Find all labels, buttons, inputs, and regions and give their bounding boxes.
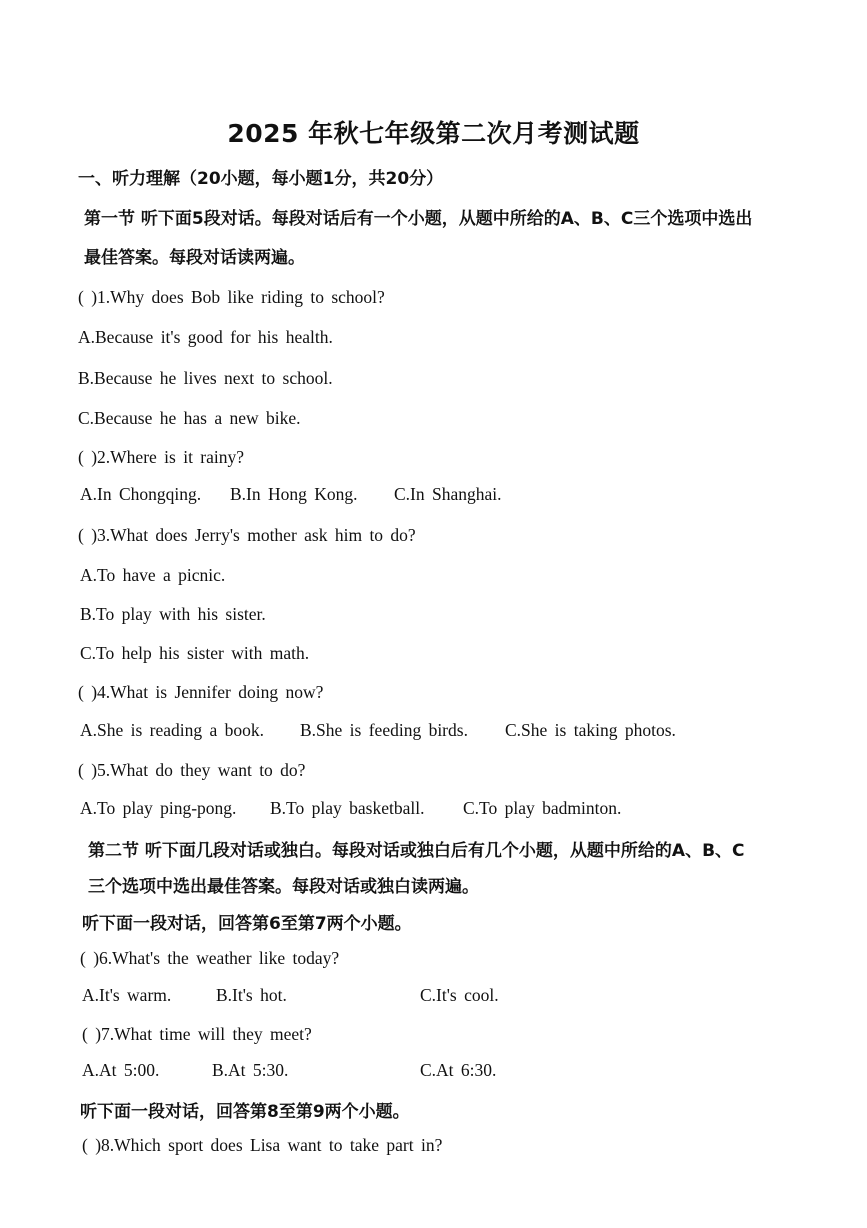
q2-option-a: A.In Chongqing. [80,484,202,504]
question-4: ( )4.What is Jennifer doing now? [78,682,324,702]
question-7: ( )7.What time will they meet? [82,1024,312,1044]
q4-option-c: C.She is taking photos. [505,720,676,740]
q5-option-b: B.To play basketball. [270,798,425,818]
question-8: ( )8.Which sport does Lisa want to take part in? [82,1135,443,1155]
q5-option-a: A.To play ping-pong. [80,798,237,818]
question-6: ( )6.What's the weather like today? [80,948,340,968]
q4-option-b: B.She is feeding birds. [300,720,468,740]
question-5: ( )5.What do they want to do? [78,760,306,780]
exam-title: 2025 年秋七年级第二次月考测试题 [227,119,640,148]
q6-option-c: C.It's cool. [420,985,499,1005]
q4-option-a: A.She is reading a book. [80,720,265,740]
q7-option-b: B.At 5:30. [212,1060,289,1080]
instruction-q8-q9: 听下面一段对话，回答第8至第9两个小题。 [80,1102,410,1122]
q7-option-a: A.At 5:00. [82,1060,160,1080]
q6-option-a: A.It's warm. [82,985,172,1005]
question-1: ( )1.Why does Bob like riding to school? [78,287,385,307]
q6-option-b: B.It's hot. [216,985,287,1005]
q3-option-c: C.To help his sister with math. [80,643,310,663]
section-heading: 一、听力理解（20小题，每小题1分，共20分） [78,169,444,189]
question-2: ( )2.Where is it rainy? [78,447,245,467]
instruction-q6-q7: 听下面一段对话，回答第6至第7两个小题。 [82,914,412,934]
q3-option-a: A.To have a picnic. [80,565,226,585]
q2-option-c: C.In Shanghai. [394,484,502,504]
part1-instructions-line2: 最佳答案。每段对话读两遍。 [84,248,305,268]
q1-option-b: B.Because he lives next to school. [78,368,333,388]
part1-instructions-line1: 第一节 听下面5段对话。每段对话后有一个小题，从题中所给的A、B、C三个选项中选出 [84,209,753,229]
question-3: ( )3.What does Jerry's mother ask him to do? [78,525,416,545]
part2-instructions-line1: 第二节 听下面几段对话或独白。每段对话或独白后有几个小题，从题中所给的A、B、C [88,841,745,861]
q2-option-b: B.In Hong Kong. [230,484,358,504]
q1-option-c: C.Because he has a new bike. [78,408,301,428]
q7-option-c: C.At 6:30. [420,1060,497,1080]
q3-option-b: B.To play with his sister. [80,604,266,624]
part2-instructions-line2: 三个选项中选出最佳答案。每段对话或独白读两遍。 [88,877,479,897]
q5-option-c: C.To play badminton. [463,798,622,818]
q1-option-a: A.Because it's good for his health. [78,327,333,347]
